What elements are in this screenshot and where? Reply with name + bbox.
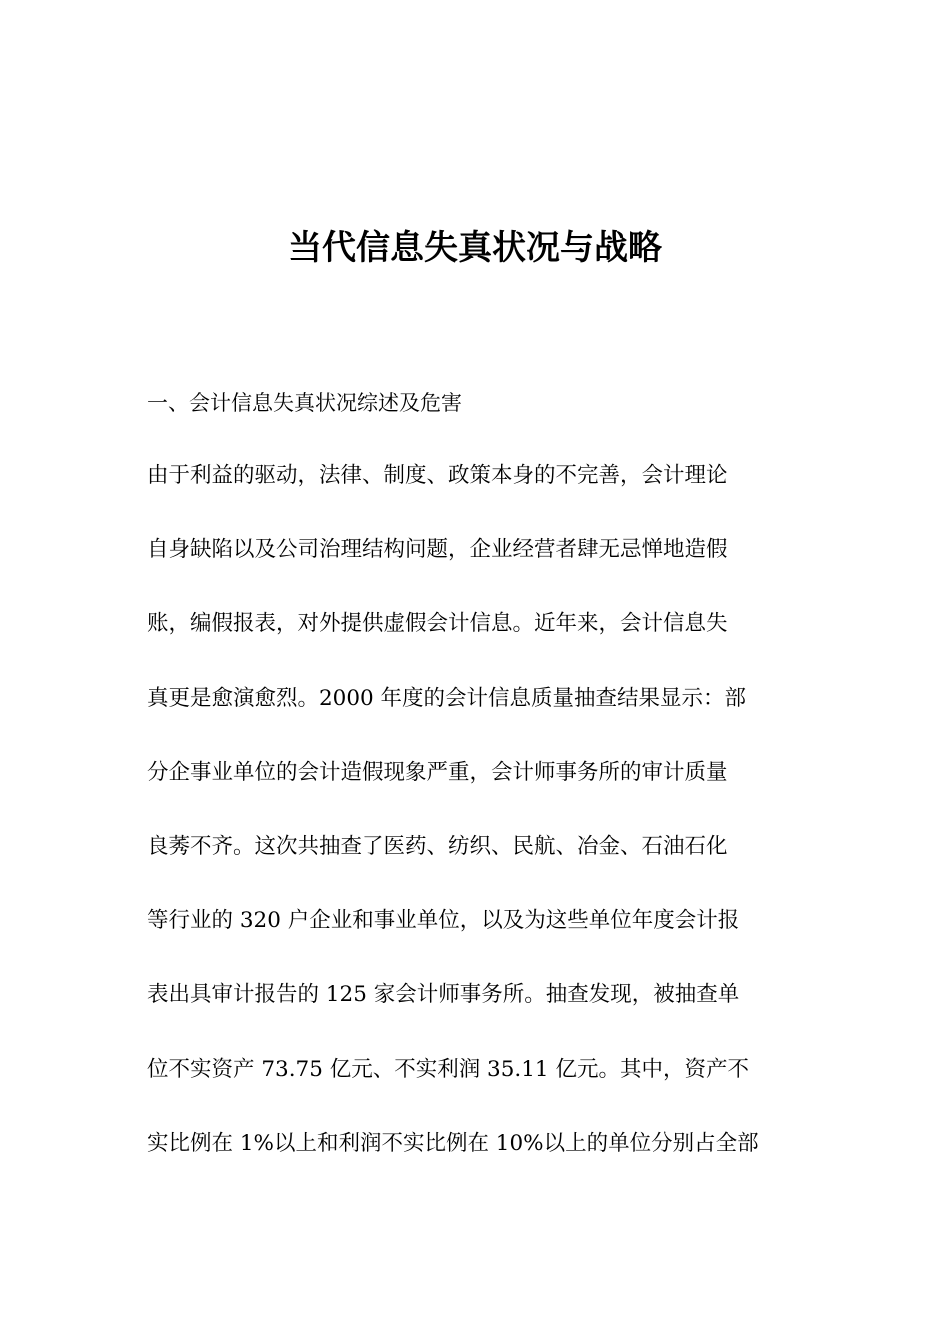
body-line: 分企事业单位的会计造假现象严重，会计师事务所的审计质量 [147,759,728,785]
body-line: 账，编假报表，对外提供虚假会计信息。近年来，会计信息失 [147,611,728,637]
body-line: 良莠不齐。这次共抽查了医药、纺织、民航、冶金、石油石化 [147,833,728,859]
body-line: 实比例在 1%以上和利润不实比例在 10%以上的单位分别占全部 [147,1130,759,1156]
body-line: 自身缺陷以及公司治理结构问题，企业经营者肆无忌惮地造假 [147,537,728,563]
body-line: 真更是愈演愈烈。2000 年度的会计信息质量抽查结果显示：部 [147,685,747,711]
section-heading: 一、会计信息失真状况综述及危害 [147,391,462,415]
body-paragraph [147,458,807,1200]
body-line: 位不实资产 73.75 亿元、不实利润 35.11 亿元。其中，资产不 [147,1056,749,1082]
body-line: 表出具审计报告的 125 家会计师事务所。抽查发现，被抽查单 [147,982,740,1008]
body-line: 由于利益的驱动，法律、制度、政策本身的不完善，会计理论 [147,463,728,488]
document-title: 当代信息失真状况与战略 [288,228,662,268]
body-line: 等行业的 320 户企业和事业单位，以及为这些单位年度会计报 [147,908,740,934]
